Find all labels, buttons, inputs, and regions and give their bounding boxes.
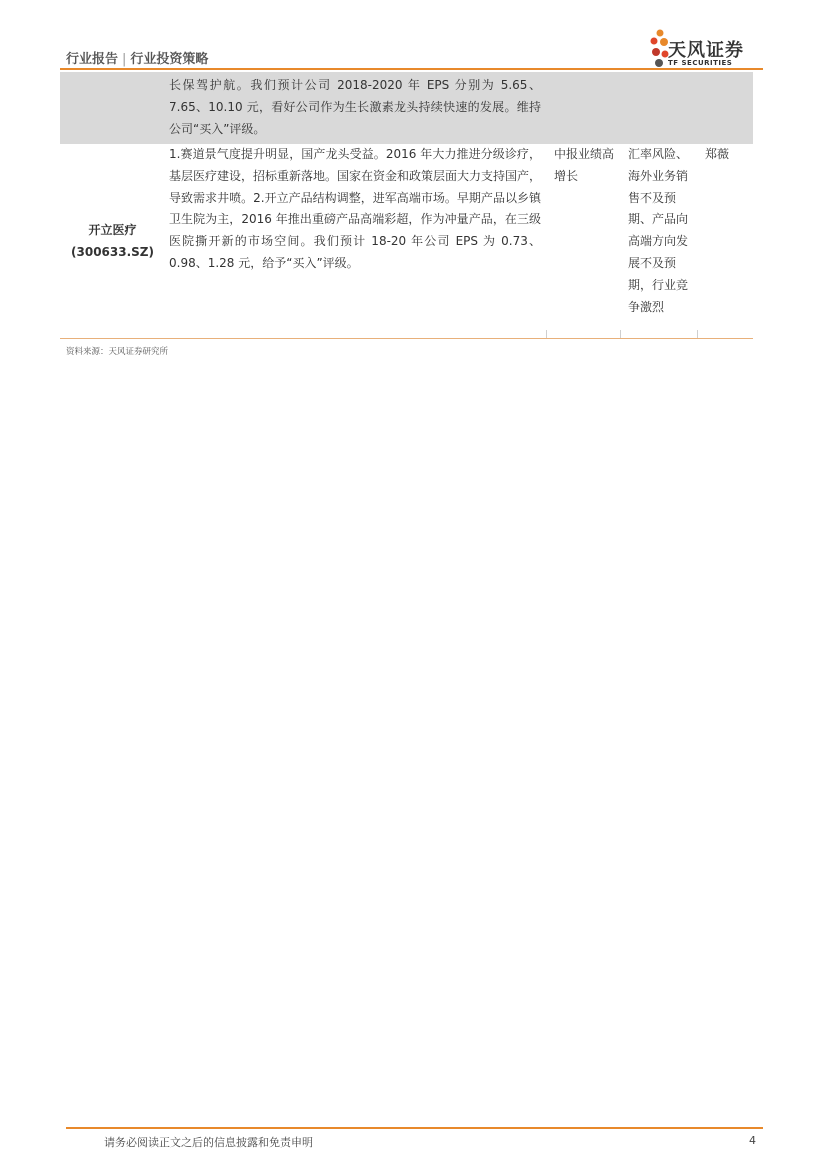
header-divider [60,68,763,70]
report-category: 行业报告 [66,52,119,67]
breadcrumb [66,48,208,67]
logo-text-cn: 天风证券 [668,40,744,61]
data-source-note: 资料来源：天风证券研究所 [66,347,169,357]
page-number: 4 [749,1134,756,1147]
company-description: 1.赛道景气度提升明显，国产龙头受益。2016 年大力推进分级诊疗，基层医疗建设，招标重新落地。国家在资金和政策层面大力支持国产，导致需求井喷。2.开立产品结构调整，进军高端市场。早期产品以乡镇卫生院为主，2016 年推出重磅产品高端彩超，作为冲量产品，在三级医院撕开新的市场空间。我们预计 18-20 年公司 EPS 为 0.73、0.98、1.28 元，给予“买入”评级。 [169,147,542,270]
earnings-highlight: 中报业绩高增长 [554,147,615,183]
logo-text-en: TF SECURITIES [668,59,733,67]
stock-code: (300633.SZ) [71,244,154,259]
disclaimer-note: 请务必阅读正文之后的信息披露和免责申明 [104,1136,313,1149]
table-row [60,144,753,339]
company-name: 开立医疗 [88,223,137,237]
footer-divider [66,1127,763,1129]
company-name-cell [60,220,165,264]
report-type: 行业投资策略 [130,52,209,67]
analyst-name: 郑薇 [705,147,730,161]
table-bottom-border [60,338,753,339]
breadcrumb-separator: | [122,52,127,67]
table-row [60,72,753,144]
company-description: 长保驾护航。我们预计公司 2018-2020 年 EPS 分别为 5.65、7.65、10.10 元，看好公司作为生长激素龙头持续快速的发展。维持公司“买入”评级。 [169,78,541,136]
risk-factors: 汇率风险、海外业务销售不及预期、产品向高端方向发展不及预期，行业竞争激烈 [628,147,689,314]
